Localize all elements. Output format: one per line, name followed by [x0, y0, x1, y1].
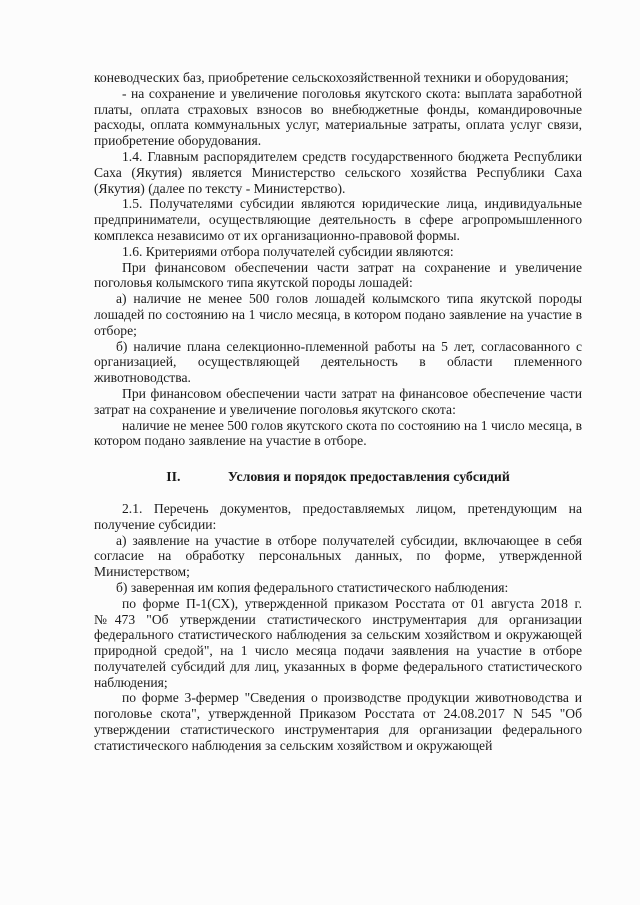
document-item-b: б) заверенная им копия федерального статистического наблюдения: — [116, 579, 509, 595]
section-heading — [94, 469, 582, 485]
criterion-b: б) наличие плана селекционно-племенной работы на 5 лет, согласованного с организацией, осуществляющей деятельность в области племенного животноводства. — [94, 338, 582, 386]
section-title: Условия и порядок предоставления субсидий — [227, 469, 510, 485]
paragraph: При финансовом обеспечении части затрат на сохранение и увеличение поголовья колымского типа якутской породы лошадей: — [94, 259, 582, 291]
clause-1-5: 1.5. Получателями субсидии являются юридические лица, индивидуальные предприниматели, осуществляющие деятельность в сфере агропромышленного комплекса независимо от их организационно-правовой формы. — [94, 196, 582, 243]
paragraph: - на сохранение и увеличение поголовья якутского скота: выплата заработной платы, оплата страховых взносов во внебюджетные фонды, командировочные расходы, оплата коммунальных услуг, материальные затраты, оплата услуг связи, приобретение оборудования. — [94, 85, 582, 149]
document-body — [94, 70, 582, 754]
clause-1-6: 1.6. Критериями отбора получателей субсидии являются: — [122, 243, 454, 259]
paragraph: наличие не менее 500 голов якутского скота по состоянию на 1 число месяца, в котором подано заявление на участие в отборе. — [94, 417, 582, 449]
paragraph: коневодческих баз, приобретение сельскохозяйственной техники и оборудования; — [94, 70, 569, 85]
paragraph: по форме П-1(СХ), утвержденной приказом Росстата от 01 августа 2018 г. №473 "Об утверждении статистического инструментария для организации федерального статистического наблюдения за сельским хозяйством и окружающей природной средой", на 1 число месяца подачи заявления на участие в отборе получателей субсидий для лиц, указанных в форме федерального статистического наблюдения; — [94, 595, 582, 690]
clause-2-1: 2.1. Перечень документов, предоставляемых лицом, претендующим на получение субсидии: — [94, 500, 582, 532]
document-item-a: а) заявление на участие в отборе получателей субсидии, включающее в себя согласие на обработку персональных данных, по форме, утвержденной Министерством; — [94, 532, 582, 580]
criterion-a: а) наличие не менее 500 голов лошадей колымского типа якутской породы лошадей по состоянию на 1 число месяца, в котором подано заявление на участие в отборе; — [94, 291, 582, 338]
section-number: II. — [166, 469, 181, 485]
paragraph: При финансовом обеспечении части затрат на финансовое обеспечение части затрат на сохранение и увеличение поголовья якутского скота: — [94, 385, 582, 417]
clause-1-4: 1.4. Главным распорядителем средств государственного бюджета Республики Саха (Якутия) является Министерство сельского хозяйства Республики Саха (Якутия) (далее по тексту - Министерство). — [94, 148, 582, 196]
paragraph: по форме 3-фермер "Сведения о производстве продукции животноводства и поголовье скота", утвержденной Приказом Росстата от 24.08.2017 N 545 "Об утверждении статистического инструментария для организации федерального статистического наблюдения за сельским хозяйством и окружающей — [94, 690, 582, 753]
